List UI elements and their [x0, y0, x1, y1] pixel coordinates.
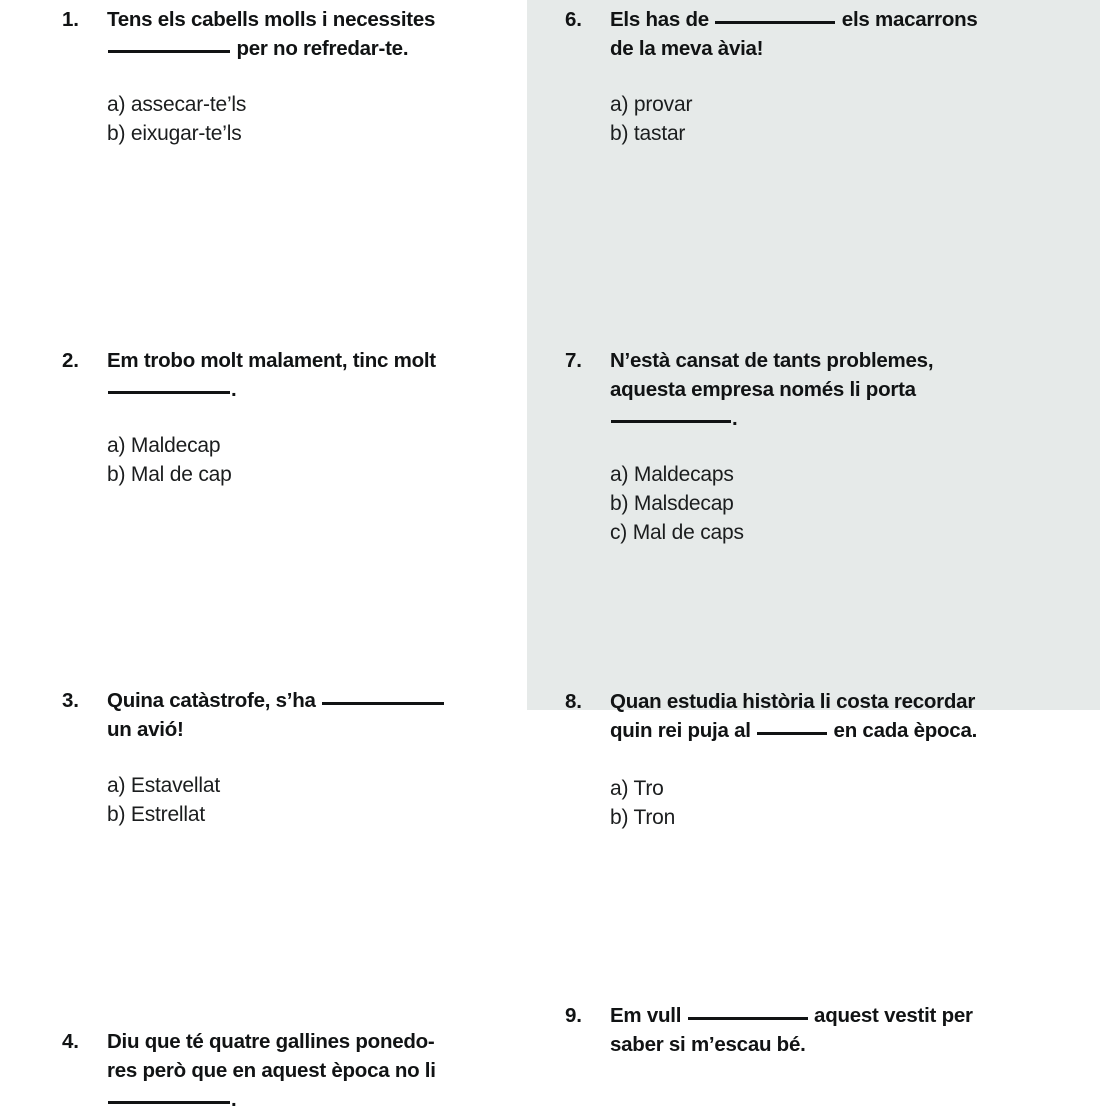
fill-in-blank[interactable]: [108, 377, 230, 394]
question-line: [107, 1027, 527, 1056]
fill-in-blank[interactable]: [322, 688, 444, 705]
answer-options: [610, 774, 1100, 832]
question-1: [62, 5, 527, 148]
answer-option[interactable]: a) Estavellat: [107, 774, 220, 797]
question-line: [107, 715, 527, 744]
answer-options: [107, 431, 527, 489]
fill-in-blank[interactable]: [715, 7, 835, 24]
question-4: [62, 1027, 527, 1114]
question-text: [610, 687, 1100, 745]
question-head: [565, 346, 1100, 433]
answer-options: [107, 771, 527, 829]
question-text-run: .: [732, 407, 738, 430]
question-text-run: N’està cansat de tants problemes,: [610, 349, 934, 372]
question-3: [62, 686, 527, 829]
question-9: [565, 1001, 1100, 1059]
question-head: [62, 1027, 527, 1114]
question-text-run: saber si m’escau bé.: [610, 1033, 806, 1056]
question-7: [565, 346, 1100, 547]
question-line: [610, 346, 1100, 375]
answer-option[interactable]: a) provar: [610, 93, 693, 116]
question-line: [610, 375, 1100, 404]
fill-in-blank[interactable]: [688, 1003, 808, 1020]
question-text-run: aquest vestit per: [808, 1004, 973, 1027]
question-line: [610, 5, 1100, 34]
question-text: [107, 346, 527, 404]
answer-options: [107, 90, 527, 148]
left-column: [0, 0, 527, 1111]
fill-in-blank[interactable]: [757, 718, 827, 735]
question-text-run: Quina catàstrofe, s’ha: [107, 689, 322, 712]
question-text-run: Quan estudia història li costa recordar: [610, 690, 976, 713]
question-text-run: res però que en aquest època no li: [107, 1059, 436, 1082]
question-text-run: per no refredar-te.: [231, 37, 409, 60]
question-line: [107, 1056, 527, 1085]
question-text-run: Tens els cabells molls i necessites: [107, 8, 436, 31]
question-number: 4.: [62, 1030, 79, 1053]
question-number: 2.: [62, 349, 79, 372]
question-line: [610, 687, 1100, 716]
question-line: [107, 34, 527, 63]
question-line: [610, 716, 1100, 745]
question-head: [62, 5, 527, 63]
answer-option[interactable]: b) Malsdecap: [610, 492, 734, 515]
question-number: 6.: [565, 8, 582, 31]
question-text-run: els macarrons: [836, 8, 978, 31]
answer-option[interactable]: a) Maldecaps: [610, 463, 734, 486]
question-number: 1.: [62, 8, 79, 31]
question-line: [107, 5, 527, 34]
answer-option[interactable]: b) tastar: [610, 122, 686, 145]
question-head: [62, 686, 527, 744]
question-number: 3.: [62, 689, 79, 712]
answer-option[interactable]: a) assecar-te’ls: [107, 93, 247, 116]
question-text-run: un avió!: [107, 718, 184, 741]
question-text: [610, 5, 1100, 63]
question-text: [107, 686, 527, 744]
answer-option[interactable]: a) Maldecap: [107, 434, 221, 457]
question-text-run: quin rei puja al: [610, 719, 757, 742]
question-line: [107, 346, 527, 375]
question-text-run: .: [231, 378, 237, 401]
question-number: 9.: [565, 1004, 582, 1027]
question-number: 8.: [565, 690, 582, 713]
question-head: [62, 346, 527, 404]
question-2: [62, 346, 527, 489]
answer-option[interactable]: b) Tron: [610, 806, 676, 829]
question-8: [565, 687, 1100, 832]
answer-option[interactable]: b) Estrellat: [107, 803, 205, 826]
question-text-run: Diu que té quatre gallines ponedo-: [107, 1030, 435, 1053]
question-text-run: aquesta empresa només li porta: [610, 378, 916, 401]
answer-option[interactable]: b) Mal de cap: [107, 463, 232, 486]
question-text: [610, 346, 1100, 433]
question-text: [610, 1001, 1100, 1059]
question-text: [107, 5, 527, 63]
question-text-run: Em trobo molt malament, tinc molt: [107, 349, 436, 372]
answer-option[interactable]: c) Mal de caps: [610, 521, 744, 544]
answer-options: [610, 90, 1100, 148]
question-line: [610, 1030, 1100, 1059]
fill-in-blank[interactable]: [108, 1087, 230, 1104]
question-line: [610, 404, 1100, 433]
fill-in-blank[interactable]: [108, 36, 230, 53]
answer-option[interactable]: a) Tro: [610, 777, 664, 800]
question-line: [610, 34, 1100, 63]
fill-in-blank[interactable]: [611, 406, 731, 423]
question-head: [565, 1001, 1100, 1059]
question-text-run: Em vull: [610, 1004, 687, 1027]
question-text: [107, 1027, 527, 1114]
question-text-run: .: [231, 1088, 237, 1111]
question-text-run: de la meva àvia!: [610, 37, 764, 60]
question-line: [107, 1085, 527, 1114]
answer-options: [610, 460, 1100, 547]
question-line: [107, 686, 527, 715]
question-line: [610, 1001, 1100, 1030]
question-6: [565, 5, 1100, 148]
question-number: 7.: [565, 349, 582, 372]
question-head: [565, 5, 1100, 63]
question-line: [107, 375, 527, 404]
question-head: [565, 687, 1100, 745]
right-column: [527, 0, 1100, 1056]
question-text-run: en cada època.: [828, 719, 978, 742]
question-text-run: Els has de: [610, 8, 715, 31]
answer-option[interactable]: b) eixugar-te’ls: [107, 122, 242, 145]
